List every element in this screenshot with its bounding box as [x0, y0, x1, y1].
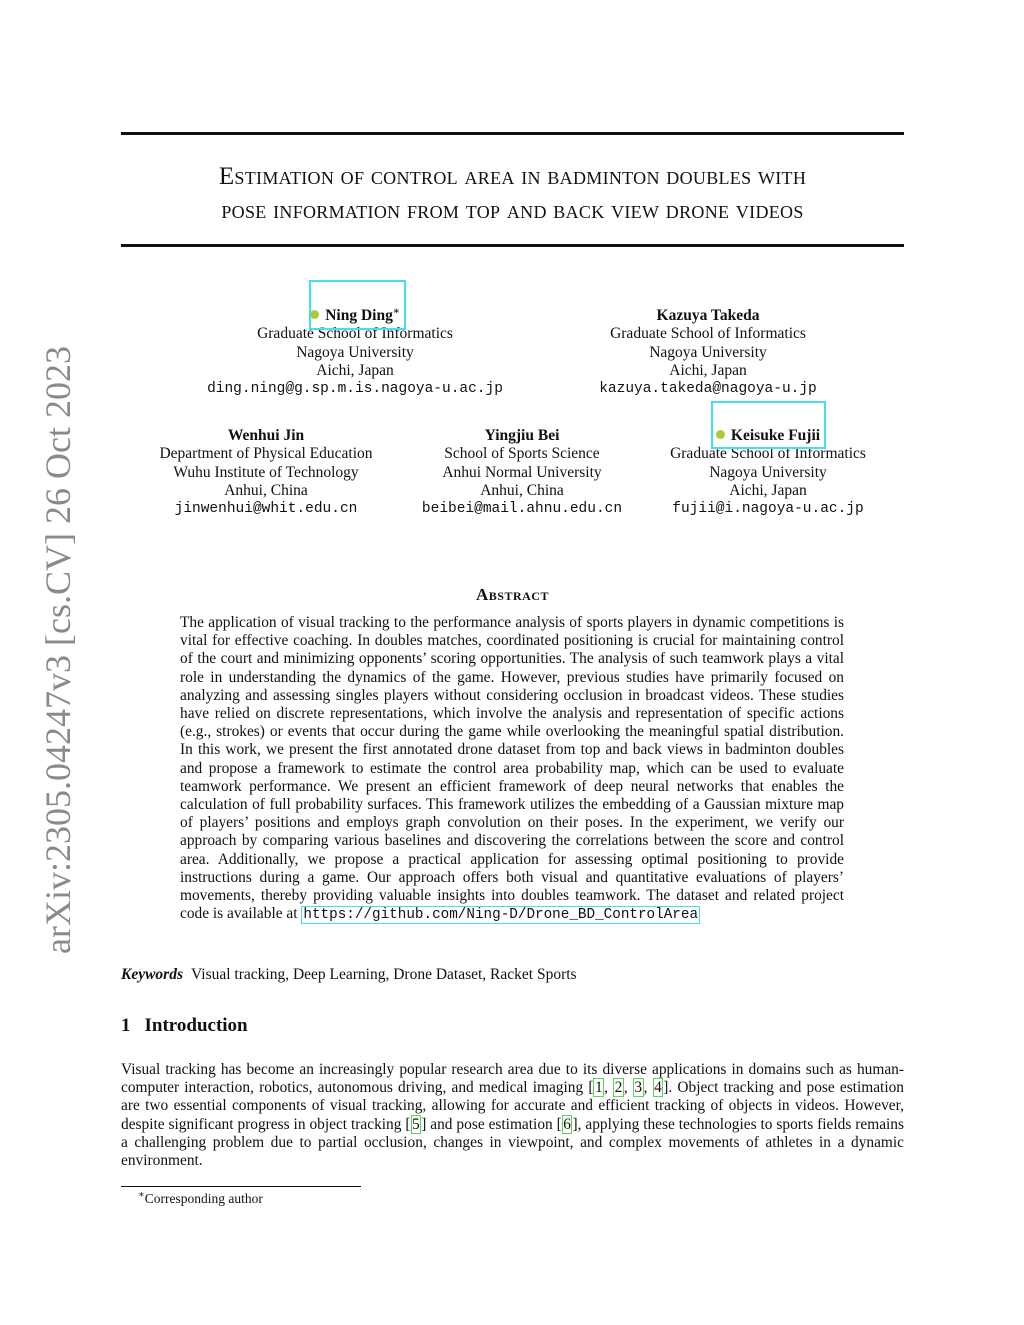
author-institution: Nagoya University: [709, 463, 827, 481]
author-email[interactable]: beibei@mail.ahnu.edu.cn: [421, 501, 623, 518]
footnote: [138, 1191, 263, 1207]
citation-link[interactable]: 6: [563, 1115, 571, 1133]
author-department: Graduate School of Informatics: [610, 325, 806, 343]
author-name[interactable]: Ning Ding: [325, 307, 393, 324]
author-location: Aichi, Japan: [729, 481, 807, 499]
author-email[interactable]: ding.ning@g.sp.m.is.nagoya-u.ac.jp: [207, 381, 503, 398]
intro-text: ], applying these technologies to sports fields remains a challenging problem due to partial occlusion, changes in viewpoint, and complex movements of athletes in a dynamic environment.: [121, 1115, 904, 1170]
abstract-body: [180, 614, 844, 924]
author-name: Yingjiu Bei: [484, 427, 560, 444]
footnote-marker: ∗: [138, 1189, 145, 1201]
author-institution: Anhui Normal University: [442, 463, 602, 481]
author-location: Aichi, Japan: [316, 361, 394, 379]
author-department: Graduate School of Informatics: [670, 445, 866, 463]
keywords: [121, 966, 577, 984]
title-rule-bottom: [121, 244, 904, 247]
author-name: Kazuya Takeda: [656, 307, 760, 324]
author-block-3: [140, 427, 392, 518]
author-email[interactable]: fujii@i.nagoya-u.ac.jp: [672, 501, 864, 518]
citation-separator: ,: [623, 1079, 633, 1097]
footnote-rule: [121, 1186, 361, 1187]
author-institution: Nagoya University: [649, 343, 767, 361]
author-location: Anhui, China: [224, 481, 308, 499]
intro-text: Visual tracking has become an increasingly popular research area due to its diverse applications in domains such as human-computer interaction, robotics, autonomous driving, and medical imaging [: [121, 1061, 904, 1097]
author-block-4: [410, 427, 634, 518]
author-institution: Wuhu Institute of Technology: [173, 463, 359, 481]
author-department: Department of Physical Education: [159, 445, 373, 463]
author-email[interactable]: kazuya.takeda@nagoya-u.jp: [599, 381, 817, 398]
paper-title: [121, 160, 904, 228]
section-heading-introduction: [121, 1015, 248, 1037]
author-institution: Nagoya University: [296, 343, 414, 361]
citation-link[interactable]: 3: [634, 1079, 643, 1097]
orcid-link-box-1[interactable]: [309, 280, 406, 330]
author-name[interactable]: Keisuke Fujii: [730, 427, 821, 444]
author-department: School of Sports Science: [444, 445, 600, 463]
author-block-2: [560, 307, 856, 398]
citation-link[interactable]: 4: [654, 1079, 662, 1097]
author-department: Graduate School of Informatics: [257, 325, 453, 343]
author-name: Wenhui Jin: [227, 427, 305, 444]
title-rule-top: [121, 132, 904, 135]
section-number: 1: [121, 1015, 131, 1036]
arxiv-identifier: arXiv:2305.04247v3 [cs.CV] 26 Oct 2023: [38, 346, 78, 954]
intro-text: ]. Object tracking and pose estimation are two essential components of visual tracking, allowing for accurate and efficient tracking of objects in videos. However, despite significant progress in object tracking [: [121, 1079, 904, 1133]
keywords-label: Keywords: [121, 966, 183, 983]
author-location: Aichi, Japan: [669, 361, 747, 379]
footnote-text: Corresponding author: [144, 1191, 263, 1206]
abstract-text: The application of visual tracking to the performance analysis of sports players in dynamic competitions is vital for effective coaching. In doubles matches, coordinated positioning is crucial for maintaining control of the court and minimizing opponents’ scoring opportunities. The analysis of such teamwork plays a vital role in understanding the dynamics of the game. However, previous studies have primarily focused on analyzing and assessing singles players without considering occlusion in broadcast videos. These studies have relied on discrete representations, which involve the analysis and representation of specific actions (e.g., strokes) or events that occur during the game while overlooking the meaningful spatial distribution. In this work, we present the first annotated drone dataset from top and back views in badminton doubles and propose a framework to estimate the control area probability map, which can be used to evaluate teamwork performance. We present an efficient framework of deep neural networks that enables the calculation of full probability surfaces. This framework utilizes the embedding of a Gaussian mixture map of players’ positions and employs graph convolution on their poses. In the experiment, we verify our approach by comparing various baselines and discovering the correlations between the score and control area. Additionally, we propose a practical application for assessing optimal positioning to provide instructions during a game. Our approach offers both visual and quantitative evaluations of players’ movements, thereby providing valuable insights into doubles teamwork. The dataset and related project code is available at: [180, 614, 844, 923]
title-line-2: pose information from top and back view drone videos: [221, 197, 804, 224]
citation-link[interactable]: 1: [594, 1079, 603, 1097]
title-line-1: Estimation of control area in badminton doubles with: [218, 163, 807, 190]
github-link[interactable]: https://github.com/Ning-D/Drone_BD_ControlArea: [303, 907, 699, 924]
intro-text: ] and pose estimation [: [421, 1115, 562, 1133]
author-email[interactable]: jinwenhui@whit.edu.cn: [174, 501, 358, 518]
section-title: Introduction: [144, 1015, 248, 1036]
corresponding-marker: ∗: [392, 305, 400, 317]
citation-separator: ,: [604, 1079, 614, 1097]
orcid-link-box-5[interactable]: [711, 401, 826, 449]
keywords-text: Visual tracking, Deep Learning, Drone Dataset, Racket Sports: [191, 966, 577, 983]
citation-link[interactable]: 5: [412, 1115, 420, 1133]
citation-separator: ,: [643, 1079, 653, 1097]
abstract-heading: Abstract: [476, 585, 549, 604]
intro-paragraph: [121, 1061, 904, 1170]
citation-link[interactable]: 2: [614, 1079, 623, 1097]
author-location: Anhui, China: [480, 481, 564, 499]
